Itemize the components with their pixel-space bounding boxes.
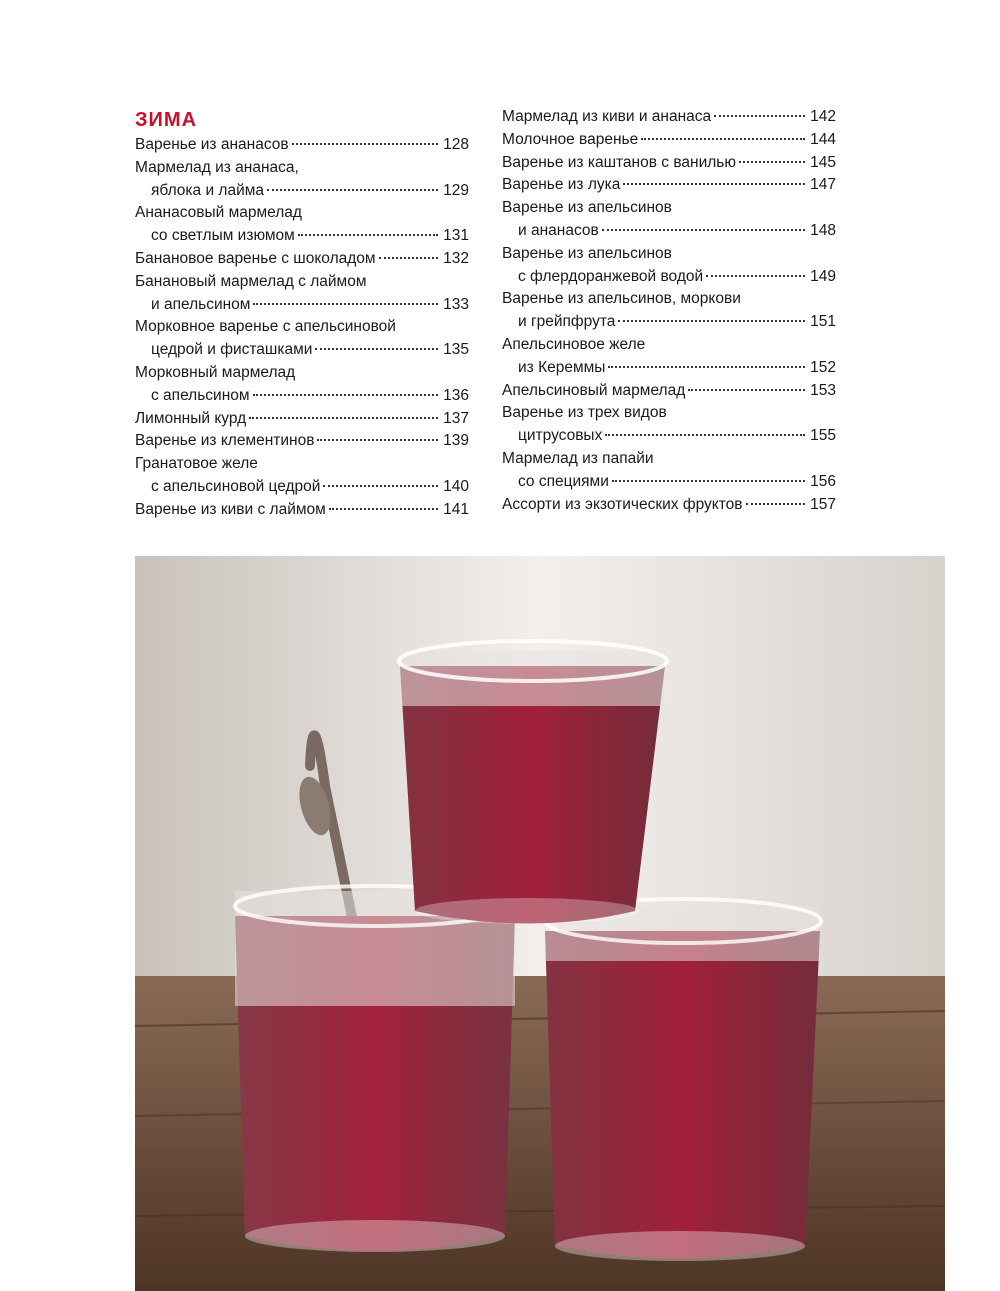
toc-entry-line: [502, 243, 836, 266]
toc-entry-title: с апельсином: [151, 386, 250, 404]
dot-leader: [315, 348, 438, 350]
toc-entry: [135, 248, 469, 271]
jam-jars-photo: [135, 556, 945, 1291]
toc-entry-line: [502, 311, 836, 334]
toc-entry: [502, 402, 836, 448]
toc-entry-title: Варенье из апельсинов: [502, 199, 672, 217]
toc-entry: [502, 494, 836, 517]
toc-entry: [502, 129, 836, 152]
toc-entry: [135, 408, 469, 431]
dot-leader: [267, 189, 438, 191]
top-jar: [399, 641, 667, 924]
toc-entry: [135, 157, 469, 203]
toc-left-column: [135, 106, 469, 522]
toc-entry-title: с апельсиновой цедрой: [151, 477, 321, 495]
toc-page-number: 135: [443, 341, 469, 359]
toc-entry-line: [135, 134, 469, 157]
toc-page-number: 153: [810, 381, 836, 399]
toc-page-number: 141: [443, 500, 469, 518]
dot-leader: [608, 366, 805, 368]
toc-entry: [135, 362, 469, 408]
dot-leader: [612, 480, 805, 482]
toc-entry-title: Варенье из киви с лаймом: [135, 500, 326, 518]
toc-entry-title: Банановое варенье с шоколадом: [135, 249, 376, 267]
dot-leader: [746, 503, 805, 505]
dot-leader: [317, 439, 438, 441]
toc-entry-title: Варенье из клементинов: [135, 432, 315, 450]
toc-entry: [502, 288, 836, 334]
toc-entry: [502, 152, 836, 175]
toc-entry-line: [135, 339, 469, 362]
toc-entry-line: [135, 499, 469, 522]
toc-page-number: 142: [810, 108, 836, 125]
toc-page-number: 131: [443, 227, 469, 245]
toc-entry-title: и грейпфрута: [518, 313, 616, 331]
toc-entry: [502, 448, 836, 494]
toc-entry-line: [135, 453, 469, 476]
toc-entry-title: Варенье из каштанов с ванилью: [502, 153, 736, 171]
toc-entry-title: Варенье из апельсинов: [502, 244, 672, 262]
toc-entry-line: [502, 197, 836, 220]
toc-page-number: 156: [810, 472, 836, 490]
dot-leader: [253, 394, 438, 396]
toc-entry-line: [135, 362, 469, 385]
toc-entry-title: со светлым изюмом: [151, 227, 295, 245]
toc-page-number: 137: [443, 409, 469, 427]
dot-leader: [249, 417, 438, 419]
toc-entry: [135, 499, 469, 522]
dot-leader: [292, 143, 438, 145]
dot-leader: [323, 485, 438, 487]
toc-page-number: 151: [810, 313, 836, 331]
toc-entry-title: Молочное варенье: [502, 130, 639, 148]
toc-page-number: 133: [443, 295, 469, 313]
toc-entry: [502, 197, 836, 243]
toc-entry-title: Морковное варенье с апельсиновой: [135, 318, 396, 336]
toc-page-number: 129: [443, 181, 469, 199]
toc-page-number: 149: [810, 267, 836, 285]
dot-leader: [706, 275, 805, 277]
toc-entry-title: Гранатовое желе: [135, 455, 258, 473]
toc-page-number: 157: [810, 495, 836, 513]
toc-entry-title: Мармелад из папайи: [502, 449, 654, 467]
toc-entry-line: [502, 494, 836, 517]
dot-leader: [623, 183, 805, 185]
toc-entry: [502, 174, 836, 197]
toc-right-column: [502, 106, 836, 516]
jam-jars-illustration: [135, 556, 945, 1291]
toc-entry: [135, 271, 469, 317]
toc-entry-title: Мармелад из ананаса,: [135, 158, 299, 176]
toc-entry-line: [502, 448, 836, 471]
toc-page-number: 128: [443, 136, 469, 153]
toc-entry-line: [502, 357, 836, 380]
dot-leader: [618, 320, 805, 322]
toc-entry-title: и апельсином: [151, 295, 251, 313]
toc-entry: [135, 430, 469, 453]
toc-entry-line: [135, 248, 469, 271]
toc-entry-line: [502, 266, 836, 289]
dot-leader: [602, 229, 805, 231]
toc-entry-line: [135, 408, 469, 431]
toc-entry-line: [135, 430, 469, 453]
toc-entry-title: цедрой и фисташками: [151, 341, 313, 359]
toc-page-number: 144: [810, 130, 836, 148]
toc-entry-line: [135, 385, 469, 408]
toc-entry: [135, 316, 469, 362]
dot-leader: [329, 508, 438, 510]
toc-page-number: 152: [810, 358, 836, 376]
toc-entry-line: [135, 180, 469, 203]
toc-entry-line: [502, 106, 836, 129]
toc-entry-line: [135, 225, 469, 248]
toc-entry-title: и ананасов: [518, 221, 599, 239]
toc-entry: [502, 334, 836, 380]
toc-entry-line: [135, 294, 469, 317]
dot-leader: [641, 138, 805, 140]
toc-entry: [502, 243, 836, 289]
toc-entry-title: Ананасовый мармелад: [135, 204, 302, 222]
toc-entry: [502, 380, 836, 403]
toc-entry-title: яблока и лайма: [151, 181, 265, 199]
toc-entry-line: [135, 271, 469, 294]
toc-entry-line: [502, 129, 836, 152]
toc-entry-line: [502, 220, 836, 243]
toc-page-number: 139: [443, 432, 469, 450]
toc-right-list: [502, 106, 836, 516]
toc-entry-title: цитрусовых: [518, 427, 603, 445]
toc-entry-title: Апельсиновое желе: [502, 335, 646, 353]
toc-page-number: 148: [810, 221, 836, 239]
toc-entry-line: [502, 334, 836, 357]
dot-leader: [714, 115, 805, 117]
toc-entry: [502, 106, 836, 129]
toc-entry: [135, 453, 469, 499]
toc-entry-line: [502, 402, 836, 425]
toc-entry-title: Варенье из лука: [502, 176, 621, 194]
toc-entry-title: Мармелад из киви и ананаса: [502, 108, 712, 125]
toc-page-number: 147: [810, 176, 836, 194]
dot-leader: [379, 257, 438, 259]
toc-entry: [135, 202, 469, 248]
toc-entry-line: [135, 157, 469, 180]
toc-entry-title: Варенье из трех видов: [502, 404, 667, 422]
toc-entry-title: из Кереммы: [518, 358, 606, 376]
toc-entry-title: Ассорти из экзотических фруктов: [502, 495, 743, 513]
right-jar: [545, 899, 821, 1261]
toc-entry-line: [135, 202, 469, 225]
section-title: ЗИМА: [135, 109, 198, 131]
dot-leader: [739, 161, 805, 163]
toc-entry: [135, 134, 469, 157]
toc-entry-line: [502, 174, 836, 197]
toc-entry-title: Морковный мармелад: [135, 363, 296, 381]
toc-entry-title: с флердоранжевой водой: [518, 267, 704, 285]
toc-entry-title: Апельсиновый мармелад: [502, 381, 686, 399]
toc-entry-line: [502, 152, 836, 175]
toc-entry-line: [502, 471, 836, 494]
dot-leader: [298, 234, 438, 236]
toc-entry-line: [502, 288, 836, 311]
toc-page-number: 140: [443, 477, 469, 495]
dot-leader: [253, 303, 438, 305]
toc-entry-title: Банановый мармелад с лаймом: [135, 272, 367, 290]
toc-entry-line: [502, 425, 836, 448]
toc-entry-line: [135, 316, 469, 339]
toc-page-number: 155: [810, 427, 836, 445]
toc-page-number: 136: [443, 386, 469, 404]
toc-entry-title: Варенье из апельсинов, моркови: [502, 290, 741, 308]
dot-leader: [605, 434, 805, 436]
toc-entry-title: со специями: [518, 472, 609, 490]
toc-left-list: [135, 134, 469, 522]
toc-entry-title: Варенье из ананасов: [135, 136, 289, 153]
toc-entry-line: [502, 380, 836, 403]
toc-page-number: 132: [443, 249, 469, 267]
toc-entry-line: [135, 476, 469, 499]
dot-leader: [688, 389, 805, 391]
toc-entry-title: Лимонный курд: [135, 409, 247, 427]
toc-page-number: 145: [810, 153, 836, 171]
